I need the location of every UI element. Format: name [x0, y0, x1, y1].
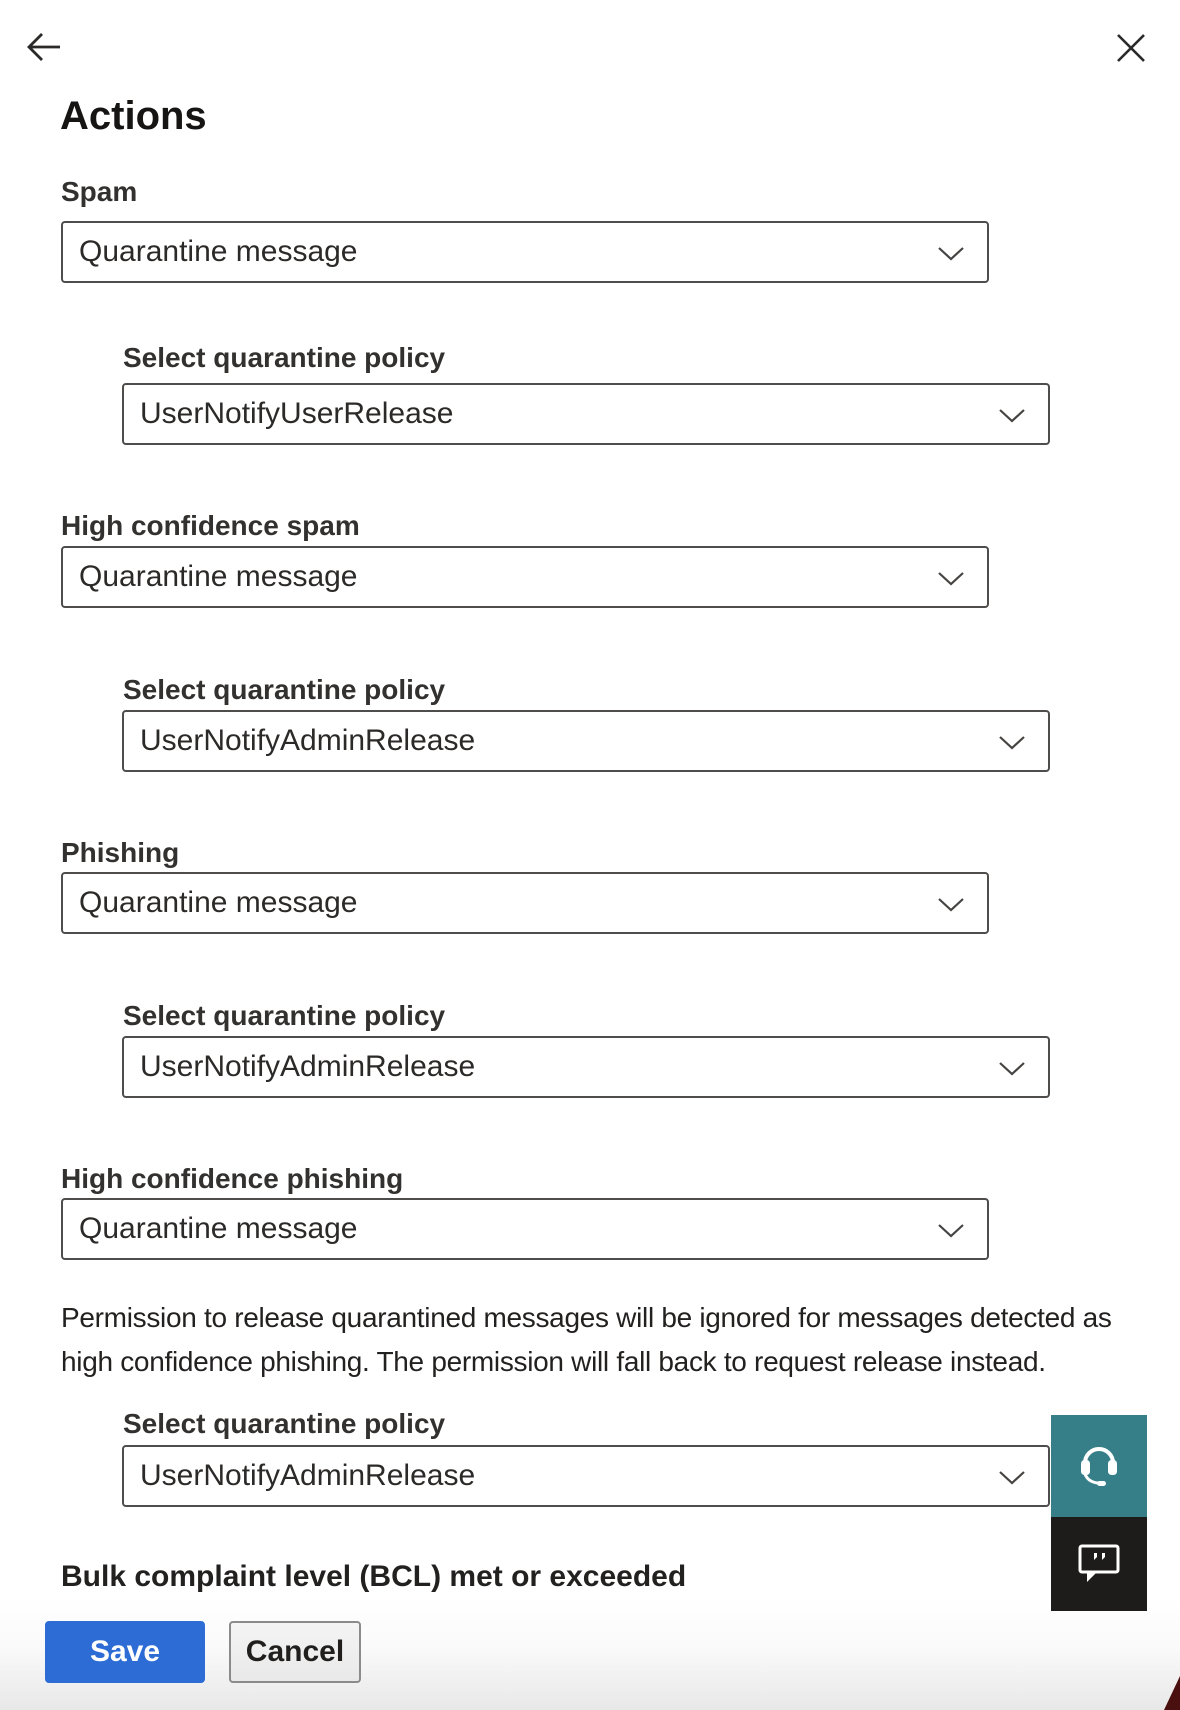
phishing-action-dropdown[interactable]: [61, 872, 989, 934]
spam-policy-label: Select quarantine policy: [123, 342, 446, 373]
high-confidence-spam-action-dropdown[interactable]: [61, 546, 989, 608]
close-button[interactable]: [1112, 29, 1150, 67]
high-confidence-spam-policy-dropdown[interactable]: [122, 710, 1050, 772]
phishing-policy-value: UserNotifyAdminRelease: [140, 1050, 476, 1083]
corner-cursor-artifact: [1164, 1676, 1180, 1710]
cancel-button[interactable]: Cancel: [229, 1621, 361, 1683]
feedback-button[interactable]: [1051, 1517, 1147, 1611]
release-permission-note-line2: high confidence phishing. The permission will fall back to request release instead.: [61, 1346, 1046, 1377]
phishing-policy-label: Select quarantine policy: [123, 1000, 446, 1031]
spam-action-value: Quarantine message: [79, 235, 358, 268]
high-confidence-phishing-policy-value: UserNotifyAdminRelease: [140, 1459, 476, 1492]
high-confidence-phishing-action-value: Quarantine message: [79, 1212, 358, 1245]
chevron-down-icon: [937, 571, 965, 587]
save-button[interactable]: Save: [45, 1621, 205, 1683]
high-confidence-spam-label: High confidence spam: [61, 510, 360, 541]
footer-bar: [0, 1596, 1180, 1710]
high-confidence-phishing-policy-dropdown[interactable]: [122, 1445, 1050, 1507]
close-icon: [1112, 55, 1150, 70]
phishing-label: Phishing: [61, 837, 180, 868]
arrow-left-icon: [24, 55, 64, 70]
spam-policy-value: UserNotifyUserRelease: [140, 397, 454, 430]
release-permission-note-line1: Permission to release quarantined messages will be ignored for messages detected as: [61, 1302, 1112, 1333]
high-confidence-phishing-action-dropdown[interactable]: [61, 1198, 989, 1260]
spam-policy-dropdown[interactable]: [122, 383, 1050, 445]
high-confidence-spam-action-value: Quarantine message: [79, 560, 358, 593]
chevron-down-icon: [998, 735, 1026, 751]
chevron-down-icon: [937, 1223, 965, 1239]
help-support-button[interactable]: [1051, 1415, 1147, 1517]
high-confidence-spam-policy-label: Select quarantine policy: [123, 674, 446, 705]
high-confidence-spam-policy-value: UserNotifyAdminRelease: [140, 724, 476, 757]
chevron-down-icon: [998, 408, 1026, 424]
headset-icon: [1075, 1439, 1123, 1494]
chevron-down-icon: [937, 897, 965, 913]
chat-feedback-icon: [1076, 1540, 1122, 1589]
back-button[interactable]: [24, 27, 64, 67]
spam-label: Spam: [61, 176, 138, 207]
chevron-down-icon: [937, 246, 965, 262]
bulk-complaint-level-label: Bulk complaint level (BCL) met or exceeded: [61, 1560, 687, 1593]
page-title: Actions: [60, 94, 207, 138]
chevron-down-icon: [998, 1470, 1026, 1486]
phishing-action-value: Quarantine message: [79, 886, 358, 919]
high-confidence-phishing-label: High confidence phishing: [61, 1163, 404, 1194]
chevron-down-icon: [998, 1061, 1026, 1077]
high-confidence-phishing-policy-label: Select quarantine policy: [123, 1408, 446, 1439]
spam-action-dropdown[interactable]: [61, 221, 989, 283]
phishing-policy-dropdown[interactable]: [122, 1036, 1050, 1098]
